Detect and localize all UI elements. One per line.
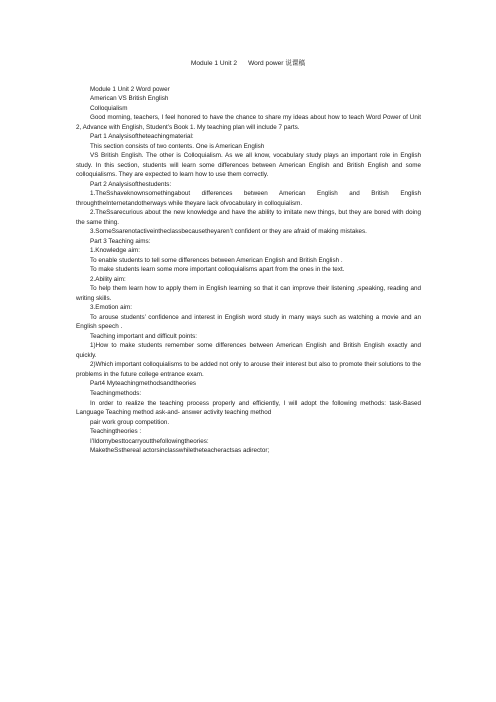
page-title: Module 1 Unit 2 Word power 说课稿 (190, 60, 306, 67)
paragraph: I’lldomybesttocarryoutthefollowingtheories: (90, 437, 209, 445)
paragraph: To help them learn how to apply them in English learning so that it can improve their listening ,speaking, reading and writing skills. (76, 285, 421, 302)
paragraph: To enable students to tell some differences between American English and British English . (90, 256, 343, 264)
subheading: 2.Ability aim: (90, 275, 126, 283)
paragraph: 2)Which important colloquialisms to be added not only to arouse their interest but also to promote their solutions to the problems in the future college entrance exam. (76, 361, 421, 378)
subheading: 1.Knowledge aim: (90, 247, 141, 255)
paragraph: In order to realize the teaching process properly and efficiently, I will adopt the following methods: task-Based Language Teaching method ask-and- answer activity teaching method (76, 399, 421, 417)
section-heading: Part 2 Analysisofthestudents: (90, 180, 172, 188)
paragraph: 2.TheSsarecurious about the new knowledge and have the ability to imitate new things, but they are bored with doing the same thing. (76, 209, 421, 226)
document-body (76, 85, 421, 456)
paragraph: To arouse students’ confidence and interest in English word study in many ways such as watching a movie and an English speech . (76, 313, 421, 331)
paragraph: pair work group competition. (90, 418, 170, 426)
subheading: Teachingtheories : (90, 428, 142, 436)
paragraph: 1)How to make students remember some differences between American English and British English exactly and quickly. (76, 342, 421, 359)
paragraph: To make students learn some more important colloquialisms apart from the ones in the text. (90, 266, 345, 274)
paragraph: 3.SomeSsarenotactiveintheclassbecausetheyaren’t confident or they are afraid of making mistakes. (90, 228, 367, 236)
subheading: 3.Emotion aim: (90, 304, 132, 312)
paragraph: Colloquialism (90, 104, 128, 112)
paragraph: This section consists of two contents. One is American English (90, 142, 265, 150)
subheading: Teachingmethods: (90, 390, 142, 397)
section-heading: Part 3 Teaching aims: (90, 237, 151, 245)
section-heading: Part4 Myteachingmethodsandtheories (90, 380, 197, 388)
paragraph: 1.TheSshaveknownsomethingabout differences between American English and British English throughtheInternetandotherways while theyare lack ofvocabulary in colloquialism. (76, 190, 421, 207)
section-heading: Part 1 Analysisoftheteachingmaterial: (90, 133, 194, 141)
paragraph: Good morning, teachers, I feel honored to have the chance to share my ideas about how to teach Word Power of Unit 2, Advance with English, Student’s Book 1. My teaching plan will include 7 parts. (76, 114, 421, 131)
paragraph: American VS British English (90, 95, 169, 103)
section-heading: Teaching important and difficult points: (90, 332, 197, 340)
paragraph: MaketheSsthereal actorsinclasswhiletheteacheractsas adirector; (90, 447, 270, 455)
paragraph: VS British English. The other is Colloquialism. As we all know, vocabulary study plays an important role in English study. In this section, students will learn some differences between American English and British English and some colloquialisms. They are expected to learn how to use them correctly. (76, 152, 421, 179)
paragraph: Module 1 Unit 2 Word power (90, 85, 170, 93)
